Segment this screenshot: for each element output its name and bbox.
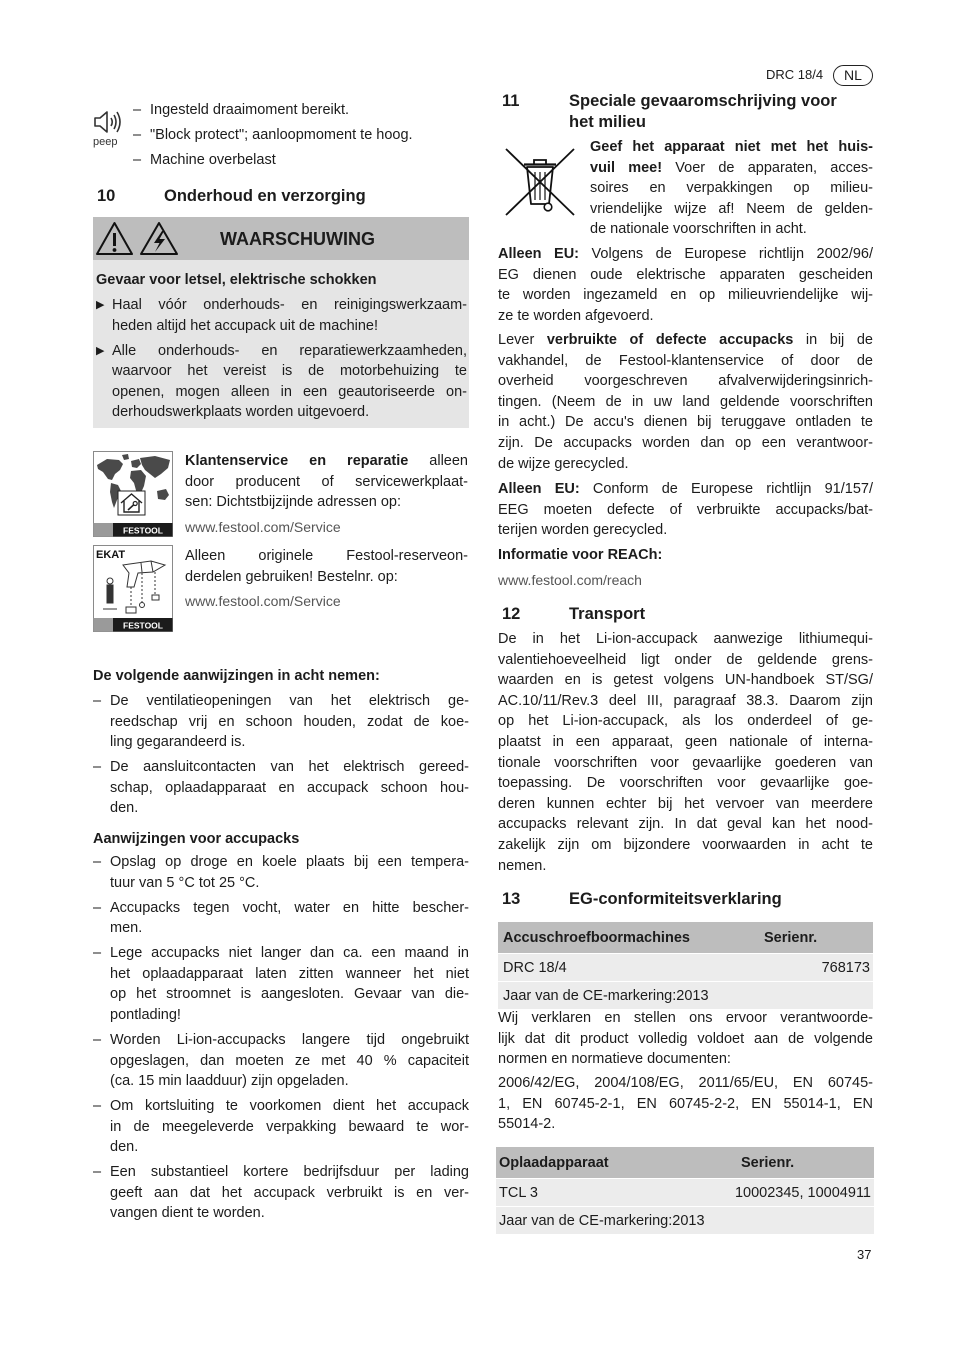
text-line: Opslag op droge en koele plaats bij een tempera-: [110, 854, 469, 870]
bold-text-run: Alleen EU:: [498, 246, 580, 262]
text-line: Alle onderhouds- en reparatiewerkzaamheden,: [112, 342, 467, 359]
list-item-text: [110, 691, 469, 753]
service-url: www.festool.com/Service: [185, 519, 341, 535]
signal-item: [133, 150, 469, 171]
paragraph-line: deren kunnen echter bij het vervoer van meerdere: [498, 795, 873, 812]
warning-icons: [96, 221, 186, 257]
text-line: vangen dient te worden.: [110, 1205, 265, 1222]
section-12-title: Transport: [569, 605, 646, 623]
list-marker: –: [93, 1031, 102, 1048]
paragraph-line: in acht.) De accu's dienen bij teruggave ontladen te: [498, 414, 873, 431]
paragraph-line: plaatst in een apparaat, geen nationale of interna-: [498, 733, 873, 750]
battery-note-item: [93, 1030, 469, 1092]
paragraph-line: terijen worden gerecycled.: [498, 522, 668, 539]
transport-paragraph: [498, 629, 873, 876]
table-header-serial: Serienr.: [764, 929, 818, 946]
list-marker: –: [93, 693, 102, 709]
text-run: Lever: [498, 332, 547, 348]
disposal-text-line: [590, 137, 873, 158]
text-line: waarvoor het vereist is de motorbehuizing te: [112, 363, 467, 380]
paragraph-line: zakelijk zijn om bijzondere voorwaarden in acht te: [498, 836, 873, 853]
service-text: [185, 451, 468, 513]
care-item: [93, 757, 469, 819]
list-item-text: [150, 125, 469, 146]
bold-text-run: Geef het apparaat niet met het huis-: [590, 139, 873, 155]
paragraph-line: te worden ingezameld en op milieuvriendelijke wij-: [498, 287, 873, 304]
text-run: in bij de: [793, 332, 873, 348]
list-item-text: [150, 150, 469, 171]
spare-parts-text-line: derdelen gebruiken! Bestelnr. op:: [185, 568, 398, 585]
text-line: ling gegarandeerd is.: [110, 734, 246, 751]
section-11-title-line: Speciale gevaaromschrijving voor: [569, 92, 837, 110]
warning-title: WAARSCHUWING: [220, 229, 375, 249]
table-header-product: Oplaadapparaat: [499, 1154, 609, 1171]
text-line: pontlading!: [110, 1006, 181, 1023]
battery-note-item: [93, 1162, 469, 1224]
section-12-number: 12: [502, 605, 521, 623]
reach-title: Informatie voor REACh:: [498, 547, 663, 563]
text-line: reedschap vrij en schoon houden, zodat de koe-: [110, 713, 469, 730]
list-marker: ▶: [96, 298, 105, 311]
festool-logo-text: FESTOOL: [123, 525, 163, 536]
section-11-title: [569, 91, 837, 132]
conformity-table-charger: [496, 1147, 874, 1234]
paragraph-line: ze te worden afgevoerd.: [498, 307, 654, 324]
list-item-text: [110, 943, 469, 1025]
paragraph-line: [498, 244, 873, 265]
service-figure: [93, 451, 173, 541]
paragraph-line: waarden en is getest volgens UN-handboek ST/SG/: [498, 672, 873, 689]
paragraph-line: overheid voorgeschreven afvalverwijderingsinrich-: [498, 373, 873, 390]
paragraph-line: valentiehoeveelheid ligt onder de geldende grens-: [498, 651, 873, 668]
bold-text-run: vuil mee!: [590, 159, 663, 176]
text-line: opgeslagen, dan moeten ze met 40 % capaciteit: [110, 1052, 469, 1069]
list-marker: –: [133, 151, 142, 168]
table-row: [498, 954, 873, 981]
paragraph-line: normen en normatieve documenten:: [498, 1051, 731, 1068]
list-marker: –: [93, 945, 102, 962]
table-row: [496, 1179, 874, 1206]
reach-url: www.festool.com/reach: [498, 572, 642, 588]
text-line: Haal vóór onderhouds- en reinigingswerkzaam-: [112, 296, 467, 313]
paragraph-line: AC.10/11/Rev.3 deel III, paragraaf 38.3. Daarom zijn: [498, 692, 873, 709]
paragraph-line: lijk dat dit product volledig voldoet aan de volgende: [498, 1030, 873, 1047]
section-11-title-line: het milieu: [569, 112, 647, 131]
ekat-label: EKAT: [96, 549, 126, 561]
section-11-number: 11: [502, 92, 520, 110]
section-13-number: 13: [502, 890, 521, 908]
electric-hazard-icon: [141, 223, 177, 254]
warning-subtitle: Gevaar voor letsel, elektrische schokken: [96, 272, 377, 288]
care-item: [93, 691, 469, 753]
text-line: tuur van 5 °C tot 25 °C.: [110, 874, 260, 891]
spare-parts-url: www.festool.com/Service: [185, 593, 341, 609]
table-row: [498, 982, 873, 1009]
spare-parts-figure: [93, 545, 173, 636]
signal-item: [133, 125, 469, 146]
signal-item: [133, 100, 469, 121]
paragraph-line: nemen.: [498, 857, 547, 874]
battery-return-paragraph: [498, 330, 873, 474]
text-run: alleen: [408, 453, 468, 469]
battery-notes-title: Aanwijzingen voor accupacks: [93, 831, 300, 847]
table-product-name: DRC 18/4: [503, 959, 567, 976]
list-item-text: [110, 1030, 469, 1092]
disposal-text-line: [590, 158, 873, 179]
care-title: De volgende aanwijzingen in acht nemen:: [93, 668, 380, 684]
table-ce-year: Jaar van de CE-markering:2013: [499, 1212, 705, 1229]
spare-parts-text: [185, 546, 468, 587]
service-house-icon: [118, 491, 145, 515]
text-line: den.: [110, 1139, 139, 1156]
list-item-text: [110, 1162, 469, 1224]
text-line: (ca. 15 min laadduur) zijn opgeladen.: [110, 1073, 349, 1090]
text-line: Ingesteld draaimoment bereikt.: [150, 102, 350, 118]
bold-text-run: verbruikte of defecte accupacks: [546, 332, 794, 348]
battery-note-item: [93, 852, 469, 893]
table-header-row: [498, 922, 873, 953]
table-header-serial: Serienr.: [741, 1154, 795, 1171]
paragraph-line: accupacks relevant zijn. In dat geval kan het nood-: [498, 816, 873, 833]
list-item-text: [110, 898, 469, 939]
text-line: in de meegeleverde verpakking bewaard te wor-: [110, 1118, 469, 1135]
warning-box: [93, 217, 469, 428]
text-line: Accupacks tegen vocht, water en hitte bescher-: [110, 899, 469, 916]
paragraph-line: de wijze gerecycled.: [498, 455, 629, 472]
list-marker: –: [93, 854, 102, 870]
paragraph-line: 1, EN 60745-2-1, EN 60745-2-2, EN 55014-1, EN: [498, 1095, 873, 1112]
paragraph-line: tingen. (Neem de in uw land geldende voorschriften: [498, 393, 873, 410]
table-serial-number: 768173: [821, 959, 870, 976]
list-marker: –: [133, 102, 142, 118]
table-serial-number: 10002345, 10004911: [734, 1184, 871, 1201]
eu-weee-paragraph: [498, 244, 873, 326]
conformity-table-drill: [498, 922, 873, 1009]
text-line: Een substantieel kortere bedrijfsduur per lading: [110, 1164, 469, 1181]
section-13-title: EG-conformiteitsverklaring: [569, 890, 782, 908]
festool-logo-text: FESTOOL: [123, 620, 163, 631]
list-marker: ▶: [96, 344, 105, 357]
paragraph-line: 2006/42/EG, 2004/108/EG, 2011/65/EU, EN 60745-: [498, 1075, 873, 1091]
bold-text-run: Alleen EU:: [498, 481, 580, 497]
paragraph-line: Wij verklaren en stellen ons ervoor verantwoorde-: [498, 1010, 873, 1026]
list-marker: –: [93, 1164, 102, 1181]
speaker-icon-label: peep: [93, 136, 118, 148]
text-line: op het stroomnet is aangesloten. Gevaar van die-: [110, 986, 469, 1003]
page-number: 37: [857, 1247, 872, 1262]
text-line: geeft aan dat het accupack verbruikt is en ver-: [110, 1184, 469, 1201]
paragraph-line: toepassing. De voorschriften voor gevaarlijke goe-: [498, 775, 873, 792]
warning-item: [96, 341, 467, 423]
section-10-number: 10: [97, 187, 116, 205]
text-line: Om kortsluiting te voorkomen dient het accupack: [110, 1098, 469, 1115]
battery-note-item: [93, 898, 469, 939]
model-label: DRC 18/4: [766, 67, 824, 82]
service-text-line: sen: Dichtstbijzijnde adressen op:: [185, 494, 402, 511]
spare-parts-text-line: Alleen originele Festool-reserveon-: [185, 548, 468, 564]
text-line: De ventilatieopeningen van het elektrisch ge-: [110, 693, 469, 709]
service-text-line: [185, 451, 468, 472]
text-line: De aansluitcontacten van het elektrisch gereed-: [110, 759, 469, 776]
paragraph-line: tionale voorschriften voor gevaarlijke goederen van: [498, 754, 873, 771]
battery-notes-list: [93, 852, 469, 1228]
text-run: Volgens de Europese richtlijn 2002/96/: [579, 246, 873, 262]
text-line: "Block protect"; aanloopmoment te hoog.: [150, 126, 413, 143]
list-marker: –: [93, 759, 102, 776]
text-line: het oplaadapparaat laten zitten wanneer het niet: [110, 965, 469, 982]
language-badge: NL: [833, 65, 873, 86]
warning-list: [96, 295, 467, 423]
paragraph-line: EG dienen oude elektrische apparaten gescheiden: [498, 266, 873, 283]
paragraph-line: op het Li-ion-accupack, als los onderdeel of ge-: [498, 713, 873, 730]
disposal-text-line: soires en verpakkingen op milieu-: [590, 180, 873, 197]
paragraph-line: zijn. De accupacks worden dan op een verantwoor-: [498, 434, 873, 451]
text-line: openen, mogen alleen in een geautoriseerde on-: [112, 383, 467, 400]
table-row: [496, 1207, 874, 1234]
text-line: Worden Li-ion-accupacks langere tijd ongebruikt: [110, 1031, 469, 1048]
warning-triangle-icon: [97, 223, 132, 254]
table-header-product: Accuschroefboormachines: [503, 929, 690, 946]
text-line: men.: [110, 920, 143, 937]
declaration-paragraph: [498, 1008, 873, 1070]
battery-note-item: [93, 1096, 469, 1158]
list-marker: –: [93, 1098, 102, 1115]
list-item-text: [110, 757, 469, 819]
list-item-text: [112, 341, 467, 423]
text-line: schap, oplaadapparaat en accupack schoon hou-: [110, 779, 469, 796]
paragraph-line: EEG moeten defecte of verbruikte accupacks/bat-: [498, 501, 873, 518]
list-item-text: [110, 1096, 469, 1158]
care-list: [93, 691, 469, 823]
paragraph-line: [498, 479, 873, 500]
text-run: Voer de apparaten, acces-: [662, 159, 873, 176]
norms-paragraph: [498, 1073, 873, 1135]
text-line: Lege accupacks niet langer dan ca. een maand in: [110, 945, 469, 962]
disposal-text-line: vriendelijke wijze af! Neem de gelden-: [590, 200, 873, 217]
text-run: Conform de Europese richtlijn 91/157/: [579, 481, 873, 497]
text-line: derhoudswerkplaats worden uitgevoerd.: [112, 404, 370, 421]
bold-text-run: Klantenservice en reparatie: [185, 453, 409, 469]
battery-note-item: [93, 943, 469, 1025]
eu-battery-paragraph: [498, 479, 873, 541]
table-product-name: TCL 3: [499, 1184, 538, 1201]
section-10-title: Onderhoud en verzorging: [164, 187, 366, 205]
table-ce-year: Jaar van de CE-markering:2013: [503, 987, 709, 1004]
disposal-text: [590, 137, 873, 240]
crossed-out-bin-icon: [503, 145, 577, 223]
warning-header: [93, 217, 469, 260]
paragraph-line: vakhandel, de Festool-klantenservice of door de: [498, 352, 873, 369]
list-marker: –: [93, 899, 102, 916]
text-line: den.: [110, 800, 139, 817]
table-header-row: [496, 1147, 874, 1178]
paragraph-line: 55014-2.: [498, 1116, 556, 1133]
list-item-text: [150, 100, 469, 121]
service-text-line: door producent of servicewerkplaat-: [185, 473, 468, 490]
paragraph-line: De in het Li-ion-accupack aanwezige lithiumequi-: [498, 631, 873, 647]
warning-item: [96, 295, 467, 336]
list-marker: –: [133, 126, 142, 143]
list-item-text: [112, 295, 467, 336]
list-item-text: [110, 852, 469, 893]
disposal-text-line: de nationale voorschriften in acht.: [590, 221, 807, 238]
paragraph-line: [498, 330, 873, 351]
text-line: heden altijd het accupack uit de machine!: [112, 317, 379, 334]
text-line: Machine overbelast: [150, 151, 276, 168]
warning-body: [96, 270, 467, 427]
signal-list: [133, 100, 469, 175]
